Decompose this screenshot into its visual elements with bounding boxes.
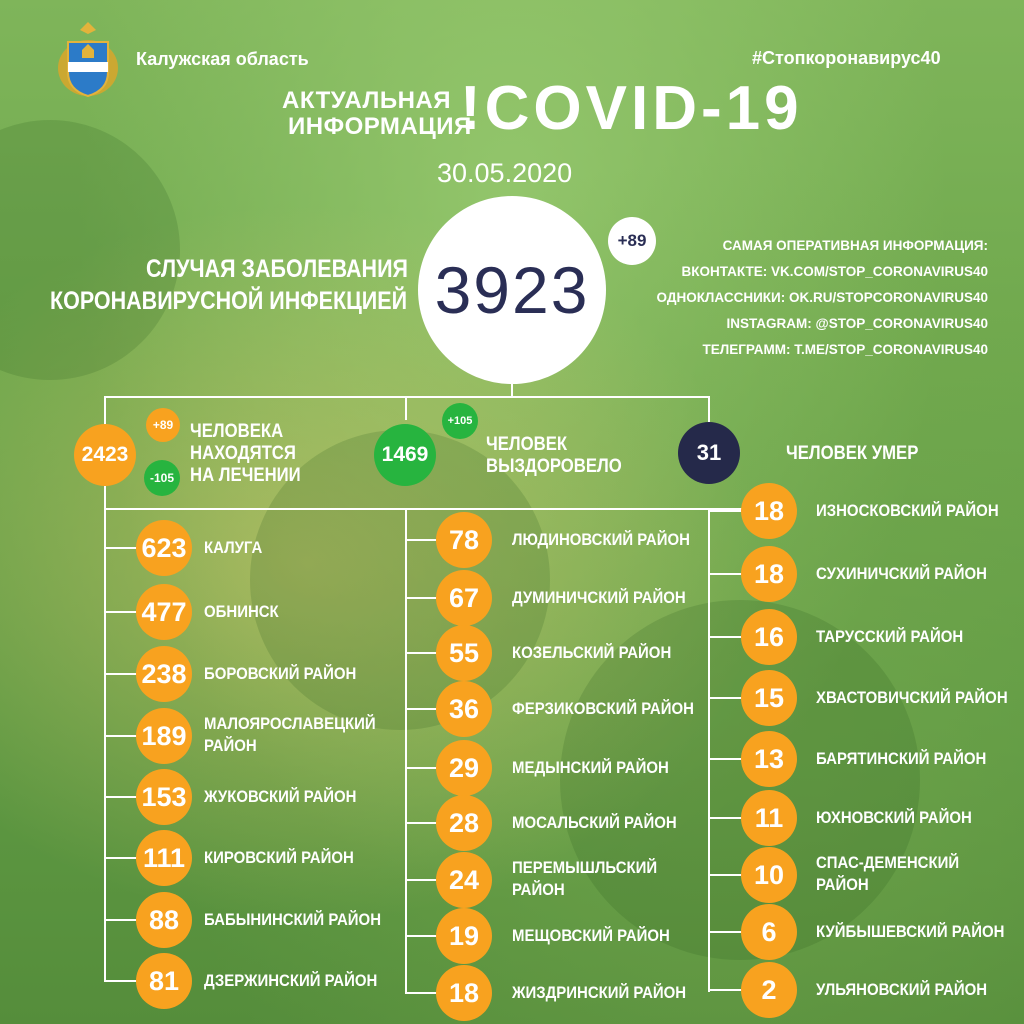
connector-line bbox=[405, 935, 438, 937]
district-count-circle bbox=[741, 790, 797, 846]
connector-line bbox=[104, 919, 138, 921]
title-small-line-1: АКТУАЛЬНАЯ bbox=[282, 87, 451, 114]
connector-line bbox=[405, 508, 407, 992]
district-count-value: 67 bbox=[448, 582, 480, 613]
district-count-circle bbox=[136, 584, 192, 640]
district-name: БАБЫНИНСКИЙ РАЙОН bbox=[204, 910, 382, 929]
region-name: Калужская область bbox=[136, 49, 309, 69]
district-count-value: 189 bbox=[141, 720, 187, 751]
connector-line bbox=[405, 396, 407, 420]
district-count-value: 36 bbox=[448, 693, 480, 724]
total-label-line-1: СЛУЧАЯ ЗАБОЛЕВАНИЯ bbox=[146, 255, 408, 283]
connector-line bbox=[708, 758, 743, 760]
district-name: МАЛОЯРОСЛАВЕЦКИЙ bbox=[204, 714, 376, 733]
recovered-plus-badge: +105 bbox=[442, 403, 478, 439]
district-count-circle bbox=[436, 852, 492, 908]
district-count-value: 2 bbox=[761, 974, 777, 1005]
treatment-label-2: НАХОДЯТСЯ bbox=[190, 443, 296, 464]
district-name: БАРЯТИНСКИЙ РАЙОН bbox=[816, 749, 987, 768]
connector-line bbox=[405, 539, 438, 541]
district-count-circle bbox=[741, 670, 797, 726]
district-count-circle bbox=[741, 731, 797, 787]
district-count-circle bbox=[436, 740, 492, 796]
district-name: КИРОВСКИЙ РАЙОН bbox=[204, 848, 354, 867]
total-cases-value: 3923 bbox=[434, 253, 590, 327]
title-covid: !COVID-19 bbox=[460, 74, 803, 143]
district-name: ЖИЗДРИНСКИЙ РАЙОН bbox=[512, 983, 687, 1002]
connector-line bbox=[104, 673, 138, 675]
district-count-circle bbox=[136, 892, 192, 948]
district-count-value: 28 bbox=[448, 807, 480, 838]
district-count-circle bbox=[136, 708, 192, 764]
district-count-value: 78 bbox=[448, 524, 480, 555]
district-count-value: 10 bbox=[753, 859, 785, 890]
connector-line bbox=[104, 857, 138, 859]
district-count-value: 15 bbox=[753, 682, 785, 713]
recovered-circle: 1469 bbox=[374, 424, 436, 486]
background-virus-shape bbox=[0, 120, 180, 380]
district-name: ДЗЕРЖИНСКИЙ РАЙОН bbox=[204, 971, 378, 990]
date: 30.05.2020 bbox=[437, 158, 573, 188]
treatment-plus-badge: +89 bbox=[146, 408, 180, 442]
treatment-label-3: НА ЛЕЧЕНИИ bbox=[190, 465, 301, 486]
info-block bbox=[657, 233, 989, 363]
info-title: САМАЯ ОПЕРАТИВНАЯ ИНФОРМАЦИЯ: bbox=[722, 238, 988, 253]
district-count-value: 153 bbox=[141, 781, 187, 812]
district-name-line-2: РАЙОН bbox=[816, 875, 869, 894]
district-name: ПЕРЕМЫШЛЬСКИЙ bbox=[512, 858, 658, 877]
district-name: КОЗЕЛЬСКИЙ РАЙОН bbox=[512, 643, 672, 662]
district-name-line-2: РАЙОН bbox=[204, 736, 257, 755]
district-name: СУХИНИЧСКИЙ РАЙОН bbox=[816, 564, 987, 583]
district-name: КАЛУГА bbox=[204, 538, 263, 557]
district-count-value: 18 bbox=[753, 495, 785, 526]
hashtag: #Стопкоронавирус40 bbox=[752, 48, 941, 68]
district-count-value: 13 bbox=[753, 743, 785, 774]
connector-line bbox=[405, 767, 438, 769]
connector-line bbox=[405, 879, 438, 881]
district-name: ЛЮДИНОВСКИЙ РАЙОН bbox=[512, 530, 690, 549]
district-count-circle bbox=[436, 681, 492, 737]
connector-line bbox=[708, 573, 743, 575]
district-name: КУЙБЫШЕВСКИЙ РАЙОН bbox=[816, 922, 1005, 941]
district-name: ОБНИНСК bbox=[204, 602, 279, 621]
district-count-circle bbox=[136, 769, 192, 825]
treatment-circle: 2423 bbox=[74, 424, 136, 486]
district-name: МЕЩОВСКИЙ РАЙОН bbox=[512, 926, 670, 945]
total-cases-circle bbox=[418, 196, 606, 384]
connector-line bbox=[708, 510, 743, 512]
connector-line bbox=[708, 636, 743, 638]
district-count-value: 623 bbox=[141, 532, 187, 563]
district-count-value: 81 bbox=[148, 965, 180, 996]
total-label-line-2: КОРОНАВИРУСНОЙ ИНФЕКЦИЕЙ bbox=[50, 287, 408, 315]
info-instagram-link[interactable]: INSTAGRAM: @STOP_CORONAVIRUS40 bbox=[726, 316, 988, 331]
district-count-value: 477 bbox=[141, 596, 187, 627]
district-count-value: 24 bbox=[448, 864, 480, 895]
treatment-minus-badge: -105 bbox=[144, 460, 180, 496]
district-count-circle bbox=[436, 625, 492, 681]
connector-line bbox=[405, 708, 438, 710]
connector-line bbox=[708, 931, 743, 933]
connector-line bbox=[104, 486, 106, 982]
district-count-circle bbox=[741, 904, 797, 960]
connector-line bbox=[708, 874, 743, 876]
district-name: ЮХНОВСКИЙ РАЙОН bbox=[816, 808, 972, 827]
title-small-line-2: ИНФОРМАЦИЯ bbox=[288, 113, 472, 140]
district-count-value: 18 bbox=[753, 558, 785, 589]
connector-line bbox=[708, 508, 710, 992]
district-count-value: 18 bbox=[448, 977, 480, 1008]
district-count-value: 29 bbox=[448, 752, 480, 783]
connector-line bbox=[405, 597, 438, 599]
district-name: СПАС-ДЕМЕНСКИЙ bbox=[816, 853, 960, 872]
recovered-label-2: ВЫЗДОРОВЕЛО bbox=[486, 456, 622, 477]
district-count-circle bbox=[741, 847, 797, 903]
district-count-circle bbox=[436, 795, 492, 851]
connector-line bbox=[708, 697, 743, 699]
connector-line bbox=[405, 652, 438, 654]
connector-line bbox=[104, 980, 138, 982]
connector-line bbox=[405, 992, 438, 994]
district-name: МЕДЫНСКИЙ РАЙОН bbox=[512, 758, 669, 777]
died-label: ЧЕЛОВЕК УМЕР bbox=[786, 443, 919, 464]
died-circle: 31 bbox=[678, 422, 740, 484]
connector-line bbox=[708, 817, 743, 819]
connector-line bbox=[104, 611, 138, 613]
connector-line bbox=[104, 796, 138, 798]
district-count-circle bbox=[741, 609, 797, 665]
district-count-circle bbox=[136, 830, 192, 886]
treatment-label-1: ЧЕЛОВЕКА bbox=[190, 421, 284, 442]
district-count-circle bbox=[436, 512, 492, 568]
district-count-value: 6 bbox=[761, 916, 777, 947]
district-name-line-2: РАЙОН bbox=[512, 880, 565, 899]
connector-line bbox=[104, 396, 710, 398]
connector-line bbox=[708, 989, 743, 991]
district-name: ЖУКОВСКИЙ РАЙОН bbox=[204, 787, 357, 806]
connector-line bbox=[104, 508, 744, 510]
district-count-circle bbox=[436, 570, 492, 626]
district-count-circle bbox=[136, 520, 192, 576]
district-count-circle bbox=[741, 962, 797, 1018]
district-name: ХВАСТОВИЧСКИЙ РАЙОН bbox=[816, 688, 1008, 707]
connector-line bbox=[104, 547, 138, 549]
district-count-circle bbox=[136, 953, 192, 1009]
district-name: ДУМИНИЧСКИЙ РАЙОН bbox=[512, 588, 686, 607]
info-telegram-link[interactable]: ТЕЛЕГРАММ: T.ME/STOP_CORONAVIRUS40 bbox=[702, 342, 988, 357]
district-name: ТАРУССКИЙ РАЙОН bbox=[816, 627, 964, 646]
district-name: БОРОВСКИЙ РАЙОН bbox=[204, 664, 357, 683]
connector-line bbox=[104, 735, 138, 737]
connector-line bbox=[405, 822, 438, 824]
district-count-value: 111 bbox=[142, 842, 186, 873]
district-name: ИЗНОСКОВСКИЙ РАЙОН bbox=[816, 501, 999, 520]
district-count-value: 19 bbox=[448, 920, 480, 951]
district-count-circle bbox=[136, 646, 192, 702]
district-count-value: 55 bbox=[448, 637, 480, 668]
district-name: ФЕРЗИКОВСКИЙ РАЙОН bbox=[512, 699, 694, 718]
district-count-circle bbox=[436, 908, 492, 964]
info-vk-link[interactable]: ВКОНТАКТЕ: VK.COM/STOP_CORONAVIRUS40 bbox=[681, 264, 988, 279]
info-ok-link[interactable]: ОДНОКЛАССНИКИ: OK.RU/STOPCORONAVIRUS40 bbox=[656, 290, 988, 305]
district-name: МОСАЛЬСКИЙ РАЙОН bbox=[512, 813, 677, 832]
district-count-circle bbox=[741, 546, 797, 602]
district-count-value: 11 bbox=[754, 802, 784, 833]
coat-of-arms-icon bbox=[52, 20, 124, 100]
district-name: УЛЬЯНОВСКИЙ РАЙОН bbox=[816, 980, 988, 999]
total-delta-badge: +89 bbox=[608, 217, 656, 265]
district-count-value: 16 bbox=[753, 621, 785, 652]
recovered-label-1: ЧЕЛОВЕК bbox=[486, 434, 568, 455]
district-count-circle bbox=[436, 965, 492, 1021]
district-count-value: 88 bbox=[148, 904, 180, 935]
district-count-value: 238 bbox=[141, 658, 187, 689]
district-count-circle bbox=[741, 483, 797, 539]
